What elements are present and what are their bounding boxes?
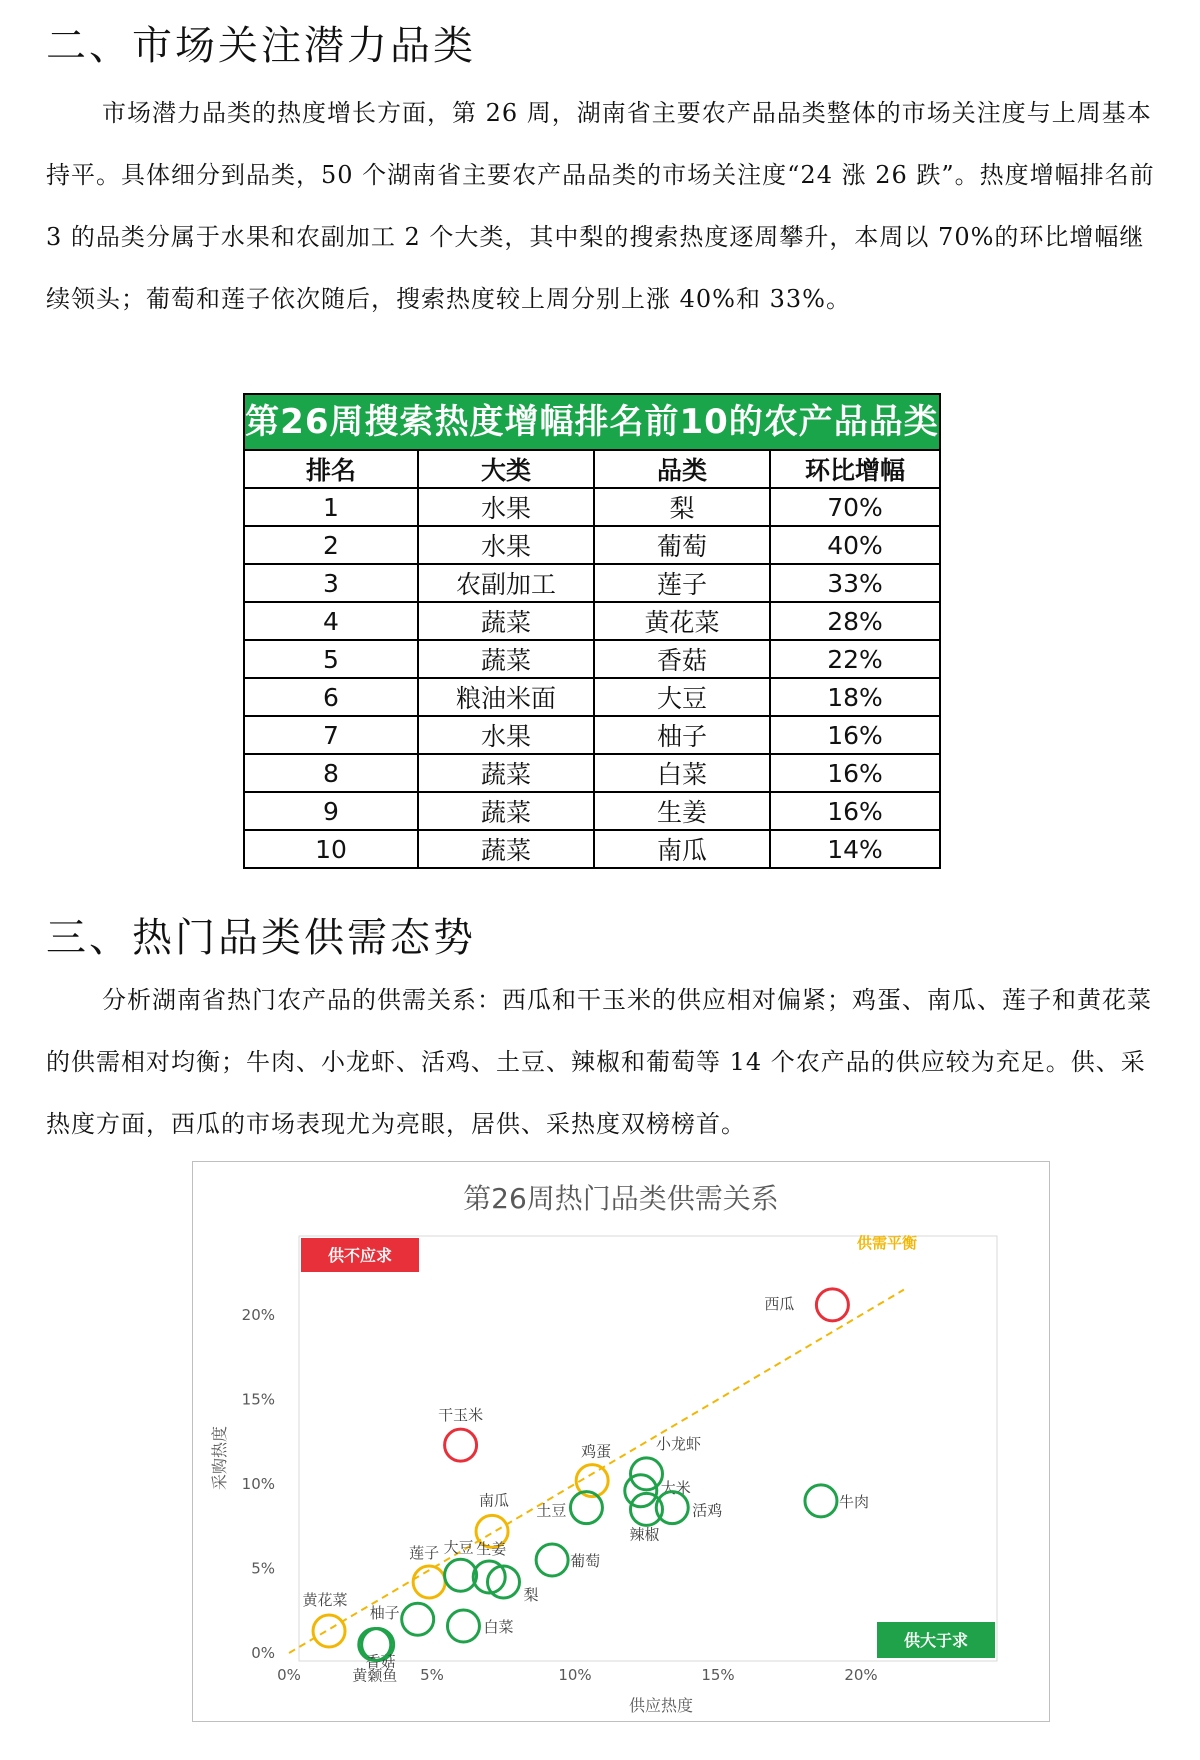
point-label: 牛肉 <box>838 1492 869 1511</box>
point-marker <box>313 1615 345 1647</box>
y-tick-label: 10% <box>241 1475 275 1493</box>
category-cell: 粮油米面 <box>418 678 594 716</box>
ranking-table <box>243 393 941 869</box>
point-marker <box>445 1429 477 1461</box>
category-cell: 水果 <box>418 716 594 754</box>
point-marker <box>625 1475 657 1507</box>
x-tick-label: 20% <box>844 1666 878 1684</box>
point-label: 鸡蛋 <box>581 1442 612 1461</box>
section3-paragraph-text: 分析湖南省热门农产品的供需关系：西瓜和干玉米的供应相对偏紧；鸡蛋、南瓜、莲子和黄花菜的供需相对均衡；牛肉、小龙虾、活鸡、土豆、辣椒和葡萄等 14 个农产品的供应较为充足。供、采热度方面，西瓜的市场表现尤为亮眼，居供、采热度双榜榜首。 <box>46 986 1152 1138</box>
balance-line-label: 供需平衡 <box>857 1234 918 1252</box>
item-cell: 生姜 <box>594 792 770 830</box>
growth-cell: 14% <box>770 830 940 868</box>
rank-cell: 2 <box>244 526 418 564</box>
category-cell: 蔬菜 <box>418 792 594 830</box>
rank-cell: 8 <box>244 754 418 792</box>
header-item: 品类 <box>594 450 770 488</box>
section2-paragraph-text: 市场潜力品类的热度增长方面，第 26 周，湖南省主要农产品品类整体的市场关注度与上周基本持平。具体细分到品类，50 个湖南省主要农产品品类的市场关注度“24 涨 26 跌”。热度增幅排名前 3 的品类分属于水果和农副加工 2 个大类，其中梨的搜索热度逐周攀升，本周以 70%的环比增幅继续领头；葡萄和莲子依次随后，搜索热度较上周分别上涨 40%和 33%。 <box>46 99 1155 313</box>
table-row <box>244 526 940 564</box>
header-category: 大类 <box>418 450 594 488</box>
point-marker <box>402 1603 434 1635</box>
table-row <box>244 488 940 526</box>
x-axis-label: 供应热度 <box>628 1696 694 1715</box>
growth-cell: 16% <box>770 792 940 830</box>
point-label: 白菜 <box>483 1617 514 1636</box>
point-label: 柚子 <box>369 1604 400 1623</box>
item-cell: 莲子 <box>594 564 770 602</box>
point-label: 梨 <box>523 1586 539 1605</box>
ranking-table-container <box>243 393 941 869</box>
header-growth: 环比增幅 <box>770 450 940 488</box>
growth-cell: 33% <box>770 564 940 602</box>
y-axis-label: 采购热度 <box>210 1425 229 1491</box>
category-cell: 水果 <box>418 526 594 564</box>
point-label: 葡萄 <box>570 1552 601 1571</box>
rank-cell: 9 <box>244 792 418 830</box>
point-label: 黄花菜 <box>302 1591 348 1610</box>
table-row <box>244 602 940 640</box>
table-row <box>244 754 940 792</box>
point-label: 辣椒 <box>629 1525 660 1544</box>
table-header-row <box>244 450 940 488</box>
rank-cell: 5 <box>244 640 418 678</box>
point-label: 干玉米 <box>438 1406 484 1425</box>
rank-cell: 7 <box>244 716 418 754</box>
x-tick-label: 10% <box>558 1666 592 1684</box>
chart-title: 第26周热门品类供需关系 <box>463 1182 779 1215</box>
point-label: 小龙虾 <box>655 1434 702 1453</box>
supply-demand-chart <box>192 1161 1050 1722</box>
point-label: 黄颡鱼 <box>352 1666 398 1685</box>
item-cell: 大豆 <box>594 678 770 716</box>
x-tick-label: 0% <box>277 1666 301 1684</box>
rank-cell: 6 <box>244 678 418 716</box>
growth-cell: 22% <box>770 640 940 678</box>
y-tick-label: 15% <box>241 1390 275 1409</box>
section2-heading: 二、市场关注潜力品类 <box>46 23 476 69</box>
category-cell: 蔬菜 <box>418 830 594 868</box>
growth-cell: 16% <box>770 716 940 754</box>
item-cell: 南瓜 <box>594 830 770 868</box>
point-label: 莲子 <box>409 1544 440 1563</box>
point-marker <box>447 1610 479 1642</box>
point-marker <box>536 1544 568 1576</box>
point-label: 南瓜 <box>479 1491 510 1510</box>
table-title: 第26周搜索热度增幅排名前10的农产品品类 <box>243 393 941 449</box>
plot-area <box>299 1236 997 1661</box>
growth-cell: 16% <box>770 754 940 792</box>
table-row <box>244 678 940 716</box>
point-label: 生姜 <box>476 1539 507 1558</box>
growth-cell: 18% <box>770 678 940 716</box>
item-cell: 白菜 <box>594 754 770 792</box>
point-marker <box>631 1458 663 1490</box>
y-tick-label: 20% <box>241 1306 275 1324</box>
header-rank: 排名 <box>244 450 418 488</box>
x-tick-label: 15% <box>701 1666 735 1684</box>
growth-cell: 70% <box>770 488 940 526</box>
point-marker <box>816 1289 848 1321</box>
item-cell: 黄花菜 <box>594 602 770 640</box>
category-cell: 蔬菜 <box>418 640 594 678</box>
table-row <box>244 830 940 868</box>
table-row <box>244 716 940 754</box>
table-body <box>244 488 940 868</box>
y-tick-label: 5% <box>251 1559 275 1578</box>
point-label: 活鸡 <box>692 1501 723 1520</box>
rank-cell: 4 <box>244 602 418 640</box>
item-cell: 葡萄 <box>594 526 770 564</box>
category-cell: 蔬菜 <box>418 754 594 792</box>
section2-paragraph <box>46 82 1166 330</box>
category-cell: 农副加工 <box>418 564 594 602</box>
growth-cell: 28% <box>770 602 940 640</box>
balance-line <box>289 1290 904 1653</box>
growth-cell: 40% <box>770 526 940 564</box>
category-cell: 水果 <box>418 488 594 526</box>
shortage-badge-label: 供不应求 <box>327 1246 393 1265</box>
point-label: 土豆 <box>536 1501 567 1520</box>
item-cell: 柚子 <box>594 716 770 754</box>
chart-svg <box>193 1162 1049 1721</box>
point-label: 大米 <box>660 1478 691 1497</box>
x-tick-label: 5% <box>420 1666 444 1684</box>
item-cell: 梨 <box>594 488 770 526</box>
point-label: 西瓜 <box>764 1294 795 1313</box>
point-label: 大豆 <box>443 1538 474 1557</box>
category-cell: 蔬菜 <box>418 602 594 640</box>
section3-heading: 三、热门品类供需态势 <box>46 915 476 961</box>
y-tick-label: 0% <box>251 1644 275 1662</box>
point-label: 香菇 <box>365 1652 396 1671</box>
table-row <box>244 792 940 830</box>
surplus-badge-label: 供大于求 <box>903 1631 969 1650</box>
rank-cell: 3 <box>244 564 418 602</box>
point-marker <box>805 1485 837 1517</box>
rank-cell: 1 <box>244 488 418 526</box>
rank-cell: 10 <box>244 830 418 868</box>
section3-paragraph <box>46 969 1166 1155</box>
table-row <box>244 564 940 602</box>
table-row <box>244 640 940 678</box>
item-cell: 香菇 <box>594 640 770 678</box>
